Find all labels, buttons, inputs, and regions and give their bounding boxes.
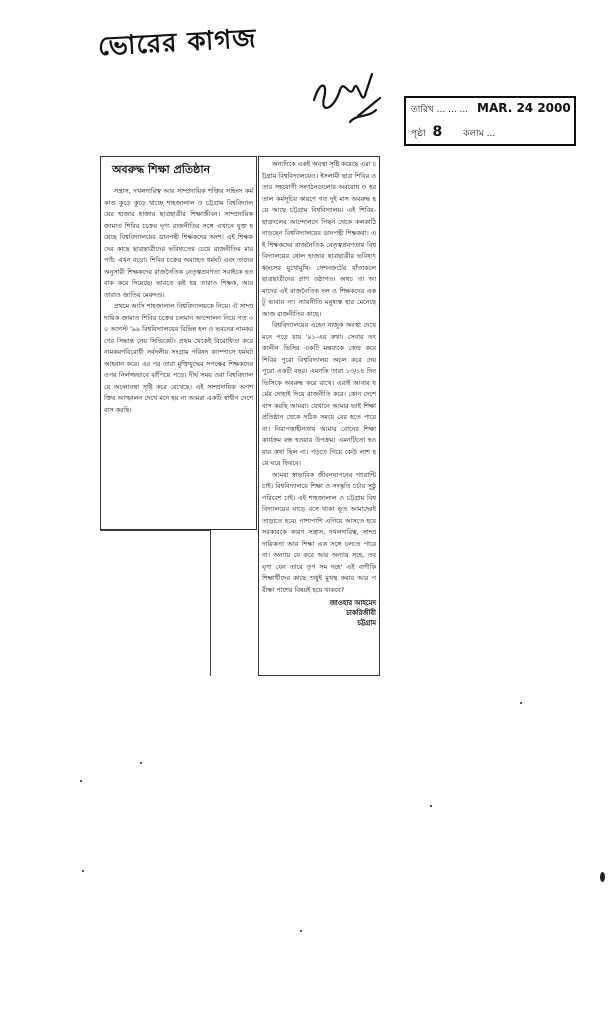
article-left-body <box>104 186 253 416</box>
author-place: চট্টগ্রাম <box>357 619 376 627</box>
clipping-edge <box>100 530 210 531</box>
scan-speck <box>600 872 605 882</box>
paragraph: অন্যদিকে একই অবস্থা সৃষ্টি করেছে এরা চট্টগ্রাম বিশ্ববিদ্যালয়েও। ইসলামী ছাত্র শিবির ও তার সহযোগী সংগঠনগুলোর অবরোধ ও হরতাল কর্মসূচির কারণে গত দুই মাস অবরুদ্ধ হয়ে আছে চট্টগ্রাম বিশ্ববিদ্যালয়। এই শিবির-ছাত্রদলের আন্দোলনে পিছন থেকে কলকাঠি নাড়ছেন বিশ্ববিদ্যালয়ের ডানপন্থী শিক্ষকরা। এই শিক্ষকদের রাজনৈতিক নেতৃত্বপ্রবণতায় বিশ্ববিদ্যালয়ের ষোল হাজার ছাত্রছাত্রীর ভবিষ্যৎ ধ্বংসের মুখোমুখি। সেশনজটের যাঁতাকলে ছাত্রছাত্রীদের প্রাণ ওষ্ঠাগত। অথচ তা আমাদের এই রাজনৈতিক দল ও শিক্ষকদের একটু ভাবায় না। ন্যায়নীতি মনুষ্যত্ব হার মেনেছে আজ রাজনীতির কাছে। <box>262 160 377 318</box>
paragraph: বিশ্ববিদ্যালয়ের এহেন নাজুক অবস্থা দেখে মনে পড়ে যায় '৯১-এর কথা। সেবার তৎকালীন ভিসির একটি মন্তব্যকে কেন্দ্র করে শিবির পুরো বিশ্ববিদ্যালয় অচল করে দেয় পুরো একটি বছর। এমনকি তারা ১৩/১৪ দিন ভিসিকে অবরুদ্ধ করে রাখে। এরাই আবার ধর্মের দোহাই দিয়ে রাজনীতি করে। কোন দেশে বাস করছি আমরা। যেখানে আমার ভাই শিক্ষা প্রতিষ্ঠান থেকে সঠিক সময়ে বের হতে পারে না। নিরাপত্তাহীনতায় আমার বোনের শিক্ষা কার্যক্রম বন্ধ হওয়ার উপক্রম। এমনটিতো হওয়ার কথা ছিল না। পড়তে গিয়ে কেউ লাশ হয়ে ঘরে ফিরবে। <box>262 321 376 467</box>
newspaper-masthead: ভোরের কাগজ <box>97 23 258 63</box>
stamp-column-label: কলাম <box>463 128 484 139</box>
article-right-body <box>262 159 376 596</box>
stamp-page-value: 8 <box>432 123 443 140</box>
stamp-page-label: পৃষ্ঠা <box>411 128 426 139</box>
author-name: জাওহার আহমেদ <box>329 599 376 607</box>
stamp-date-value: MAR. 24 2000 <box>477 101 571 115</box>
scan-speck <box>300 930 302 932</box>
article-right-column <box>258 156 380 676</box>
clipping-edge <box>210 530 211 676</box>
article-author <box>262 598 376 628</box>
paragraph: আমরা স্বাভাবিক জীবনযাপনের গ্যারান্টি চাই। বিশ্ববিদ্যালয়ে শিক্ষা ও সংস্কৃতি চর্চার সুষ্ঠু পরিবেশ চাই। এই শাহজালাল ও চট্টগ্রাম বিশ্ববিদ্যালয়ের ঘাড়ে বসে থাকা ভূত আমাদেরই তাড়াতে হবে। পাশাপাশি এগিয়ে আসতে হবে সরকারকে কারণ সন্ত্রাস, দখলদারিত্ব, সাম্প্রদায়িকতা আর শিক্ষা এক সঙ্গে চলতে পারে না। অন্যায় যে করে আর অন্যায় সহে, তব ঘৃণা যেন তারে তৃণ সম দহে' এই বাণীকি শিক্ষার্থীদের কাছে শুধুই মুখস্থ করার আর পরীক্ষা পাশের বিষয়ই হয়ে থাকবে? <box>262 470 376 594</box>
paragraph: সন্ত্রাস, দখলদারিত্ব আর সাম্প্রদায়িক শক্তির সহিংস কর্মকাণ্ড কুড়ে কুড়ে খাচ্ছে শাহজালাল ও চট্টগ্রাম বিশ্ববিদ্যালয়ের হাজার হাজার ছাত্রছাত্রীর শিক্ষাজীবন। সাম্প্রদায়িক জামাত শিবির চক্রের ঘৃণ্য রাজনীতির সঙ্গে এখানে যুক্ত হয়েছে বিশ্ববিদ্যালয়ের ডানপন্থী শিক্ষকদের অংশ। এই শিক্ষকদের কাছে ছাত্রছাত্রীদের ভবিষ্যতের চেয়ে রাজনীতির মারপ্যাঁচ এখন বড়ো। শিবির চক্রের অব্যাহত ধর্মঘট এবং তাদের অনুসারী শিক্ষকদের রাজনৈতিক নেতৃত্বপ্রবণতা সবাইকে হতবাক করে দিয়েছে। ভাবতে কষ্ট হয় তারাও শিক্ষক, আর তারাও জাতির মেরুদণ্ড। <box>104 187 253 299</box>
scan-speck <box>80 780 82 782</box>
article-headline: অবরুদ্ধ শিক্ষা প্রতিষ্ঠান <box>112 163 211 176</box>
author-occupation: চাকরিজীবী <box>346 609 376 617</box>
archive-date-stamp <box>404 96 576 146</box>
scan-speck <box>140 762 142 764</box>
scan-speck <box>520 702 522 704</box>
paragraph: প্রথমে আসি শাহজালাল বিশ্ববিদ্যালয়কে নিয়ে। ঐ সাম্প্রদায়িক জামাত শিবির চক্রের চলমান আন্দোলন নিয়ে গত ৩০ আগস্ট '৯৯ বিশ্ববিদ্যালয়ের বিভিন্ন হল ও ভবনের নামকরণের সিদ্ধান্ত নেয় সিন্ডিকেট। প্রথম থেকেই বিরোধিতা করে নামকরণবিরোধী সর্বদলীয় সংগ্রাম পরিষদ ক্যাম্পাসে ধর্মঘট আহবান করে। এর পর তারা মুক্তিযুদ্ধের সপক্ষের শিক্ষকদের ওপর নির্লজ্জভাবে ঝাঁপিয়ে পড়ে। দীর্ঘ সময় ওরা বিশ্ববিদ্যালয়ে অচলাবস্থা সৃষ্টি করে রেখেছে। এই সাম্প্রদায়িক অপশক্তির আস্ফালন দেখে মনে হয় না আমরা একটি স্বাধীন দেশে বাস করছি। <box>104 302 253 414</box>
article-left-column <box>100 156 257 530</box>
scan-speck <box>430 805 432 807</box>
scan-speck <box>82 870 84 872</box>
stamp-date-label: তারিখ ... ... ... <box>411 105 469 115</box>
stamp-column-value: ... <box>486 128 496 139</box>
handwritten-signature <box>310 70 390 130</box>
